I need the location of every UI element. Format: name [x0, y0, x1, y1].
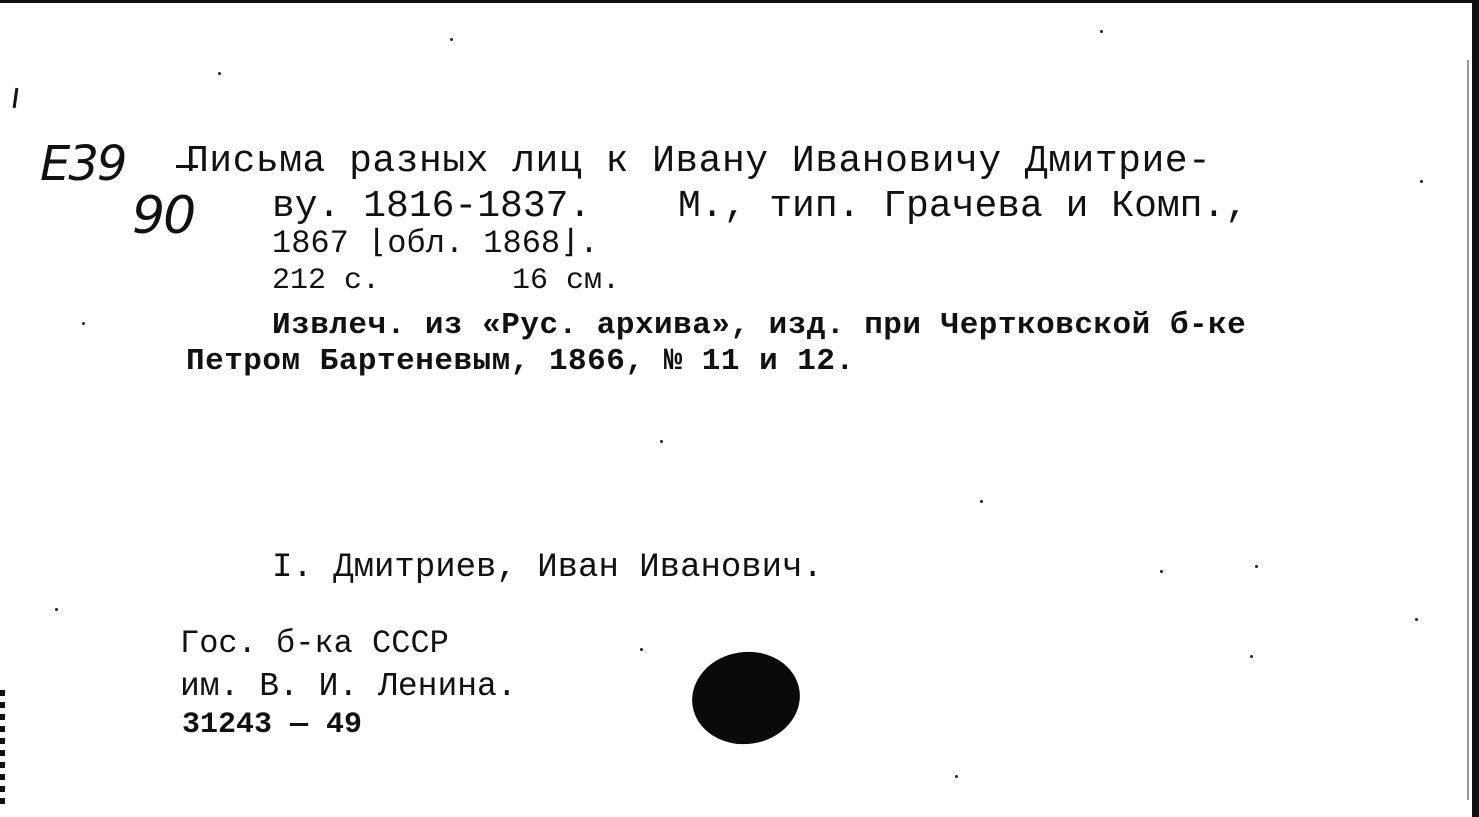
shelfmark-handwritten-top: Е39: [40, 136, 126, 192]
card-right-shadow: [1467, 60, 1469, 800]
dust-speck: [218, 72, 221, 75]
entry-pages: 212 с.: [272, 264, 381, 298]
dust-speck: [450, 38, 453, 41]
entry-imprint: М., тип. Грачева и Комп.,: [678, 185, 1249, 228]
dust-speck: [980, 500, 983, 503]
entry-note-line-1: Извлеч. из «Рус. архива», изд. при Чертковской б-ке: [272, 308, 1247, 343]
dust-speck: [1420, 180, 1423, 183]
dust-speck: [1415, 618, 1418, 621]
margin-tick-mark: [13, 88, 19, 108]
card-left-edge-marks: [0, 690, 5, 810]
dust-speck: [955, 775, 958, 778]
library-name-line-2: им. В. И. Ленина.: [180, 668, 517, 705]
entry-note-line-2: Петром Бартеневым, 1866, № 11 и 12.: [186, 344, 855, 379]
dust-speck: [55, 608, 58, 611]
dust-speck: [660, 440, 663, 443]
card-punch-hole: [686, 645, 806, 751]
entry-imprint-year: 1867 ⌊обл. 1868⌋.: [272, 225, 599, 262]
card-top-edge: [0, 0, 1479, 3]
shelfmark-handwritten-bottom: 90: [132, 186, 195, 246]
card-right-edge: [1472, 0, 1479, 817]
library-card-number: 31243 — 49: [182, 708, 363, 742]
dust-speck: [1100, 30, 1103, 33]
subject-heading: I. Дмитриев, Иван Иванович.: [272, 549, 823, 587]
dust-speck: [1160, 570, 1163, 573]
entry-title-line-1: Письма разных лиц к Ивану Ивановичу Дмитрие-: [186, 140, 1212, 183]
dust-speck: [1250, 655, 1253, 658]
entry-size: 16 см.: [512, 264, 621, 298]
entry-title-line-2: ву. 1816-1837.: [272, 185, 592, 228]
dust-speck: [82, 322, 85, 325]
dust-speck: [640, 648, 643, 651]
library-name-line-1: Гос. б-ка СССР: [180, 625, 449, 662]
dust-speck: [1255, 565, 1258, 568]
